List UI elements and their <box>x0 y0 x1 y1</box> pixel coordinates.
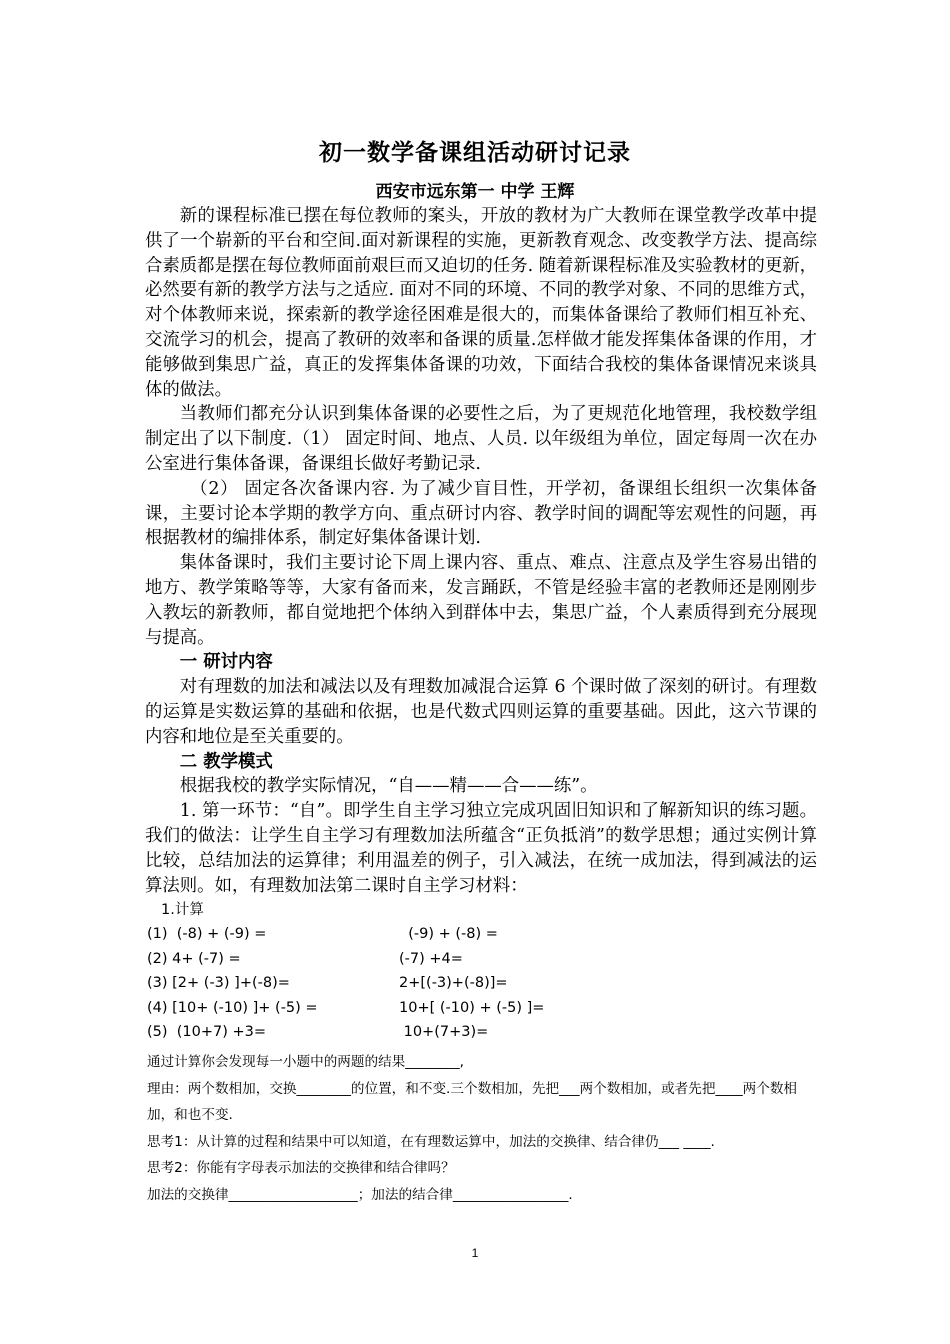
paragraph: 根据我校的教学实际情况，“自——精——合——练”。 <box>179 776 598 797</box>
exercise-right: (-9) + (-8) = <box>399 926 498 942</box>
note-line: 思考2：你能有字母表示加法的交换律和结合律吗？ <box>147 1160 455 1176</box>
exercise-right: 10+[ (-10) + (-5) ]= <box>399 999 545 1016</box>
paragraph: 对有理数的加法和减法以及有理数加减混合运算 6 个课时做了深刻的研讨。有理数的运算是实数运算的基础和依据，也是代数式四则运算的重要基础。因此，这六节课的内容和地位是至关重要的。 <box>145 677 817 747</box>
document-title: 初一数学备课组活动研讨记录 <box>319 139 631 166</box>
paragraph: 集体备课时，我们主要讨论下周上课内容、重点、难点、注意点及学生容易出错的地方、教学策略等等，大家有备而来，发言踊跃，不管是经验丰富的老教师还是刚刚步入教坛的新教师，都自觉地把个体纳入到群体中去，集思广益，个人素质得到充分展现与提高。 <box>145 553 817 648</box>
paragraph: 当教师们都充分认识到集体备课的必要性之后，为了更规范化地管理，我校数学组制定出了以下制度.（1） 固定时间、地点、人员. 以年级组为单位，固定每周一次在办公室进行集体备课，备课组长做好考勤记录. <box>145 404 817 474</box>
note-line: 理由：两个数相加，交换________的位置，和不变.三个数相加，先把___两个数相加，或者先把____两个数相加，和也不变. <box>147 1080 798 1123</box>
exercise-left: (3) [2+ (-3) ]+(-8)= <box>147 975 290 991</box>
exercise-left: (5) (10+7) +3= <box>147 1024 267 1040</box>
exercise-right: 2+[(-3)+(-8)]= <box>399 975 508 991</box>
note-line: 加法的交换律___________________；加法的结合律_________________. <box>147 1186 573 1203</box>
section-heading: 一 研讨内容 <box>179 652 273 673</box>
paragraph: 1. 第一环节：“自”。即学生自主学习独立完成巩固旧知识和了解新知识的练习题。我们的做法：让学生自主学习有理数加法所蕴含“正负抵消”的数学思想；通过实例计算比较，总结加法的运算律；利用温差的例子，引入减法，在统一成加法，得到减法的运算法则。如，有理数加法第二课时自主学习材料： <box>145 801 817 896</box>
exercise-row <box>147 926 817 951</box>
note-line: 通过计算你会发现每一小题中的两题的结果________, <box>147 1054 464 1070</box>
author-line: 西安市远东第一 中学 王辉 <box>375 182 575 202</box>
exercise-row <box>147 951 817 976</box>
paragraph: 新的课程标准已摆在每位教师的案头，开放的教材为广大教师在课堂教学改革中提供了一个崭新的平台和空间.面对新课程的实施，更新教育观念、改变教学方法、提高综合素质都是摆在每位教师面前艰巨而又迫切的任务. 随着新课程标准及实验教材的更新，必然要有新的教学方法与之适应. 面对不同的环境、不同的教学对象、不同的思维方式，对个体教师来说，探索新的教学途径困难是很大的，而集体备课给了教师们相互补充、交流学习的机会，提高了教研的效率和备课的质量.怎样做才能发挥集体备课的作用，才能够做到集思广益，真正的发挥集体备课的功效，下面结合我校的集体备课情况来谈具体的做法。 <box>145 206 817 400</box>
notes-block <box>147 1049 819 1208</box>
exercise-row <box>147 1000 817 1025</box>
section-heading: 二 教学模式 <box>179 751 273 772</box>
exercise-row <box>147 975 817 1000</box>
exercise-left: (2) 4+ (-7) = <box>147 950 241 967</box>
exercise-left: (4) [10+ (-10) ]+ (-5) = <box>147 999 318 1016</box>
note-line: 思考1：从计算的过程和结果中可以知道，在有理数运算中，加法的交换律、结合律仍___ ____. <box>147 1133 715 1150</box>
exercise-left: (1) (-8) + (-9) = <box>147 926 267 942</box>
exercise-block <box>147 900 817 1049</box>
document-body <box>145 204 817 898</box>
page-number: 1 <box>471 1246 479 1260</box>
paragraph: （2） 固定各次备课内容. 为了减少盲目性，开学初，备课组长组织一次集体备课，主要讨论本学期的教学方向、重点研讨内容、教学时间的调配等宏观性的问题，再根据教材的编排体系，制定好集体备课计划. <box>145 478 817 549</box>
exercise-title: 1.计算 <box>161 902 204 918</box>
exercise-row <box>147 1024 817 1049</box>
exercise-right: (-7) +4= <box>399 950 463 967</box>
exercise-right: 10+(7+3)= <box>399 1024 489 1040</box>
